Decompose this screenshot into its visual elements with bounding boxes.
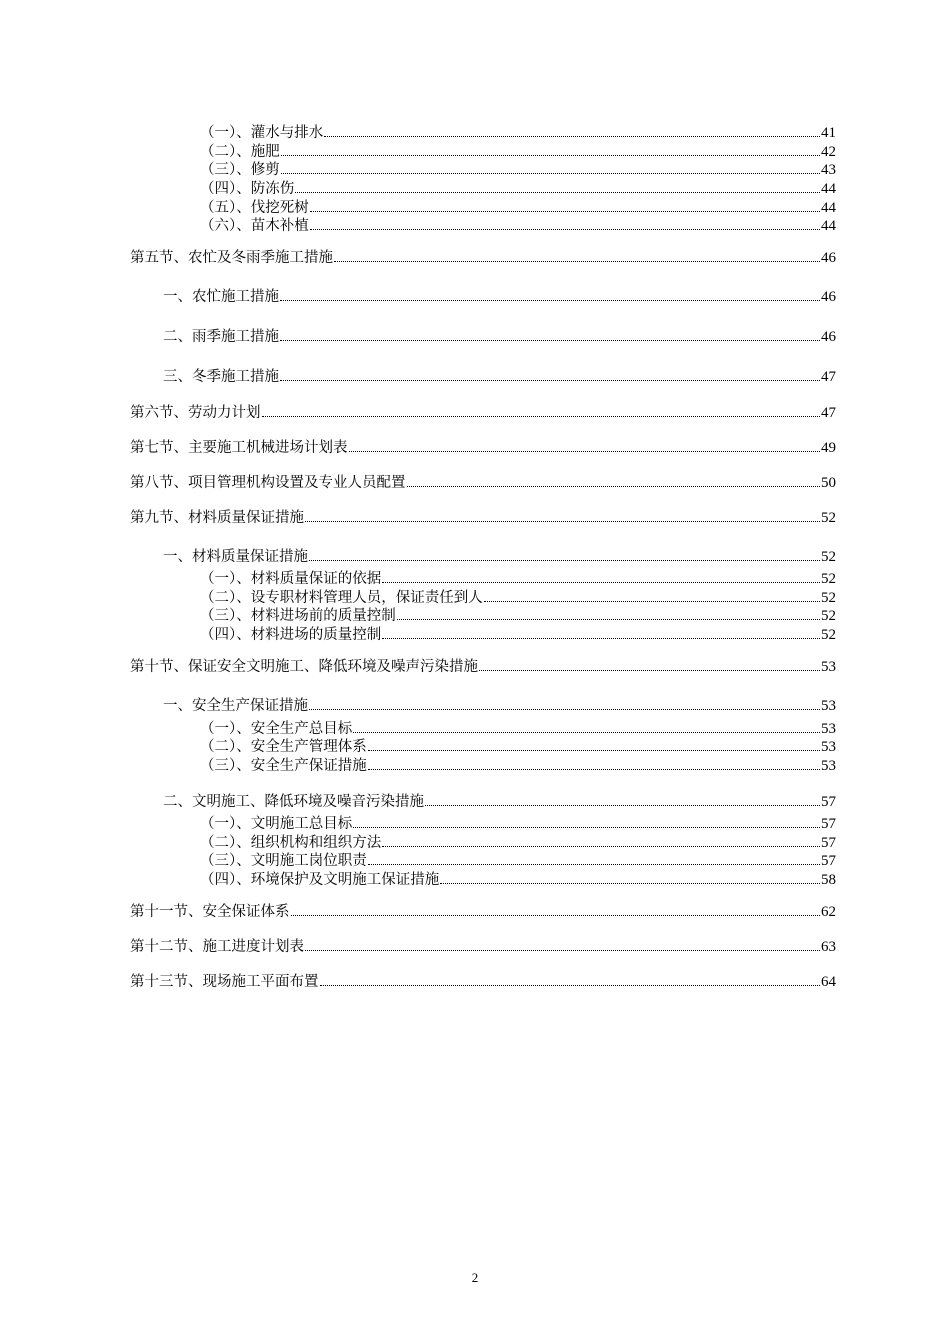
dot-leader [310, 228, 820, 230]
toc-entry-page: 41 [821, 125, 836, 141]
toc-entry-page: 57 [821, 794, 836, 810]
toc-entry-title: （二）、设专职材料管理人员，保证责任到人 [200, 590, 483, 606]
toc-entry-page: 57 [821, 835, 836, 851]
dot-leader [324, 135, 820, 137]
toc-entry-title: （一）、文明施工总目标 [200, 816, 353, 832]
toc-entry[interactable] [130, 509, 836, 528]
toc-entry-page: 44 [821, 218, 836, 234]
toc-entry-page: 52 [821, 590, 836, 606]
toc-entry-page: 57 [821, 816, 836, 832]
dot-leader [397, 618, 820, 620]
toc-entry[interactable] [200, 815, 836, 834]
dot-leader [334, 260, 820, 262]
toc-entry-page: 53 [821, 698, 836, 714]
toc-entry-title: 二、文明施工、降低环境及噪音污染措施 [163, 794, 424, 810]
toc-entry-page: 53 [821, 758, 836, 774]
dot-leader [295, 191, 820, 193]
dot-leader [382, 637, 820, 639]
toc-entry[interactable] [130, 938, 836, 957]
dot-leader [440, 882, 820, 884]
dot-leader [479, 669, 820, 671]
toc-entry-title: （二）、安全生产管理体系 [200, 739, 367, 755]
toc-entry-title: （三）、文明施工岗位职责 [200, 853, 367, 869]
toc-entry-title: 第五节、农忙及冬雨季施工措施 [130, 250, 333, 266]
toc-entry[interactable] [200, 124, 836, 143]
toc-entry-page: 52 [821, 608, 836, 624]
toc-entry[interactable] [130, 903, 836, 922]
toc-entry-title: 一、农忙施工措施 [163, 289, 279, 305]
toc-entry-page: 47 [821, 369, 836, 385]
toc-entry-title: （二）、组织机构和组织方法 [200, 835, 382, 851]
dot-leader [309, 559, 820, 561]
dot-leader [382, 845, 820, 847]
dot-leader [353, 826, 820, 828]
toc-entry-title: 第十一节、安全保证体系 [130, 904, 290, 920]
toc-entry[interactable] [200, 143, 836, 162]
toc-entry-title: 第十二节、施工进度计划表 [130, 939, 304, 955]
toc-entry[interactable] [130, 439, 836, 458]
toc-entry-page: 44 [821, 181, 836, 197]
toc-entry-title: （五）、伐挖死树 [200, 200, 309, 216]
toc-entry[interactable] [200, 757, 836, 776]
toc-entry[interactable] [200, 570, 836, 589]
dot-leader [281, 172, 820, 174]
toc-entry-page: 53 [821, 721, 836, 737]
toc-entry-title: 第八节、项目管理机构设置及专业人员配置 [130, 475, 406, 491]
toc-entry[interactable] [200, 180, 836, 199]
toc-entry[interactable] [163, 368, 836, 387]
toc-entry[interactable] [200, 626, 836, 645]
toc-entry[interactable] [163, 548, 836, 567]
toc-entry-title: （四）、环境保护及文明施工保证措施 [200, 872, 440, 888]
toc-entry-page: 49 [821, 440, 836, 456]
dot-leader [305, 520, 820, 522]
dot-leader [291, 914, 821, 916]
dot-leader [368, 749, 820, 751]
toc-entry-page: 64 [821, 974, 836, 990]
dot-leader [368, 768, 820, 770]
toc-entry-title: 二、雨季施工措施 [163, 329, 279, 345]
toc-entry-title: （一）、灌水与排水 [200, 125, 324, 141]
dot-leader [425, 804, 820, 806]
dot-leader [368, 863, 820, 865]
toc-entry-title: 第七节、主要施工机械进场计划表 [130, 440, 348, 456]
toc-entry-title: 一、安全生产保证措施 [163, 698, 308, 714]
toc-entry[interactable] [200, 871, 836, 890]
toc-entry-title: （一）、材料质量保证的依据 [200, 571, 382, 587]
toc-entry-title: （三）、安全生产保证措施 [200, 758, 367, 774]
toc-entry-title: （四）、材料进场的质量控制 [200, 627, 382, 643]
toc-entry-title: 第六节、劳动力计划 [130, 405, 261, 421]
toc-entry-page: 62 [821, 904, 836, 920]
toc-entry-page: 46 [821, 329, 836, 345]
toc-entry-title: 第九节、材料质量保证措施 [130, 510, 304, 526]
toc-entry[interactable] [200, 738, 836, 757]
toc-entry[interactable] [200, 589, 836, 608]
toc-entry-title: （四）、防冻伤 [200, 181, 295, 197]
toc-entry-page: 42 [821, 144, 836, 160]
dot-leader [310, 210, 820, 212]
toc-entry[interactable] [163, 328, 836, 347]
toc-entry[interactable] [130, 973, 836, 992]
toc-entry-title: 一、材料质量保证措施 [163, 549, 308, 565]
toc-entry-page: 52 [821, 627, 836, 643]
toc-entry-title: 第十三节、现场施工平面布置 [130, 974, 319, 990]
toc-entry[interactable] [200, 834, 836, 853]
toc-entry-page: 44 [821, 200, 836, 216]
toc-entry-page: 53 [821, 659, 836, 675]
toc-entry[interactable] [163, 793, 836, 812]
dot-leader [262, 415, 821, 417]
toc-entry-page: 46 [821, 250, 836, 266]
page-number: 2 [471, 1270, 479, 1285]
toc-entry-page: 52 [821, 510, 836, 526]
toc-entry-title: （六）、苗木补植 [200, 218, 309, 234]
toc-entry-title: （一）、安全生产总目标 [200, 721, 353, 737]
toc-entry[interactable] [163, 697, 836, 716]
dot-leader [349, 450, 821, 452]
dot-leader [407, 485, 821, 487]
toc-entry[interactable] [200, 217, 836, 236]
dot-leader [382, 581, 820, 583]
dot-leader [353, 731, 820, 733]
toc-entry-page: 52 [821, 571, 836, 587]
toc-entry[interactable] [163, 288, 836, 307]
toc-entry-page: 58 [821, 872, 836, 888]
toc-entry-page: 50 [821, 475, 836, 491]
dot-leader [280, 339, 820, 341]
toc-entry-title: （三）、修剪 [200, 162, 280, 178]
toc-entry[interactable] [200, 607, 836, 626]
toc-entry-page: 63 [821, 939, 836, 955]
toc-entry-title: 三、冬季施工措施 [163, 369, 279, 385]
toc-entry-page: 43 [821, 162, 836, 178]
toc-entry-title: （二）、施肥 [200, 144, 280, 160]
toc-entry-title: （三）、材料进场前的质量控制 [200, 608, 396, 624]
toc-entry[interactable] [200, 720, 836, 739]
toc-entry-title: 第十节、保证安全文明施工、降低环境及噪声污染措施 [130, 659, 478, 675]
dot-leader [320, 984, 821, 986]
toc-entry[interactable] [130, 474, 836, 493]
dot-leader [305, 949, 820, 951]
toc-entry[interactable] [200, 199, 836, 218]
toc-entry-page: 57 [821, 853, 836, 869]
toc-entry[interactable] [130, 658, 836, 677]
toc-entry-page: 46 [821, 289, 836, 305]
dot-leader [309, 708, 820, 710]
dot-leader [281, 154, 820, 156]
toc-entry[interactable] [200, 852, 836, 871]
toc-entry[interactable] [200, 161, 836, 180]
dot-leader [280, 379, 820, 381]
toc-entry[interactable] [130, 404, 836, 423]
toc-entry[interactable] [130, 249, 836, 268]
dot-leader [484, 600, 820, 602]
toc-entry-page: 53 [821, 739, 836, 755]
dot-leader [280, 299, 820, 301]
toc-entry-page: 52 [821, 549, 836, 565]
toc-entry-page: 47 [821, 405, 836, 421]
